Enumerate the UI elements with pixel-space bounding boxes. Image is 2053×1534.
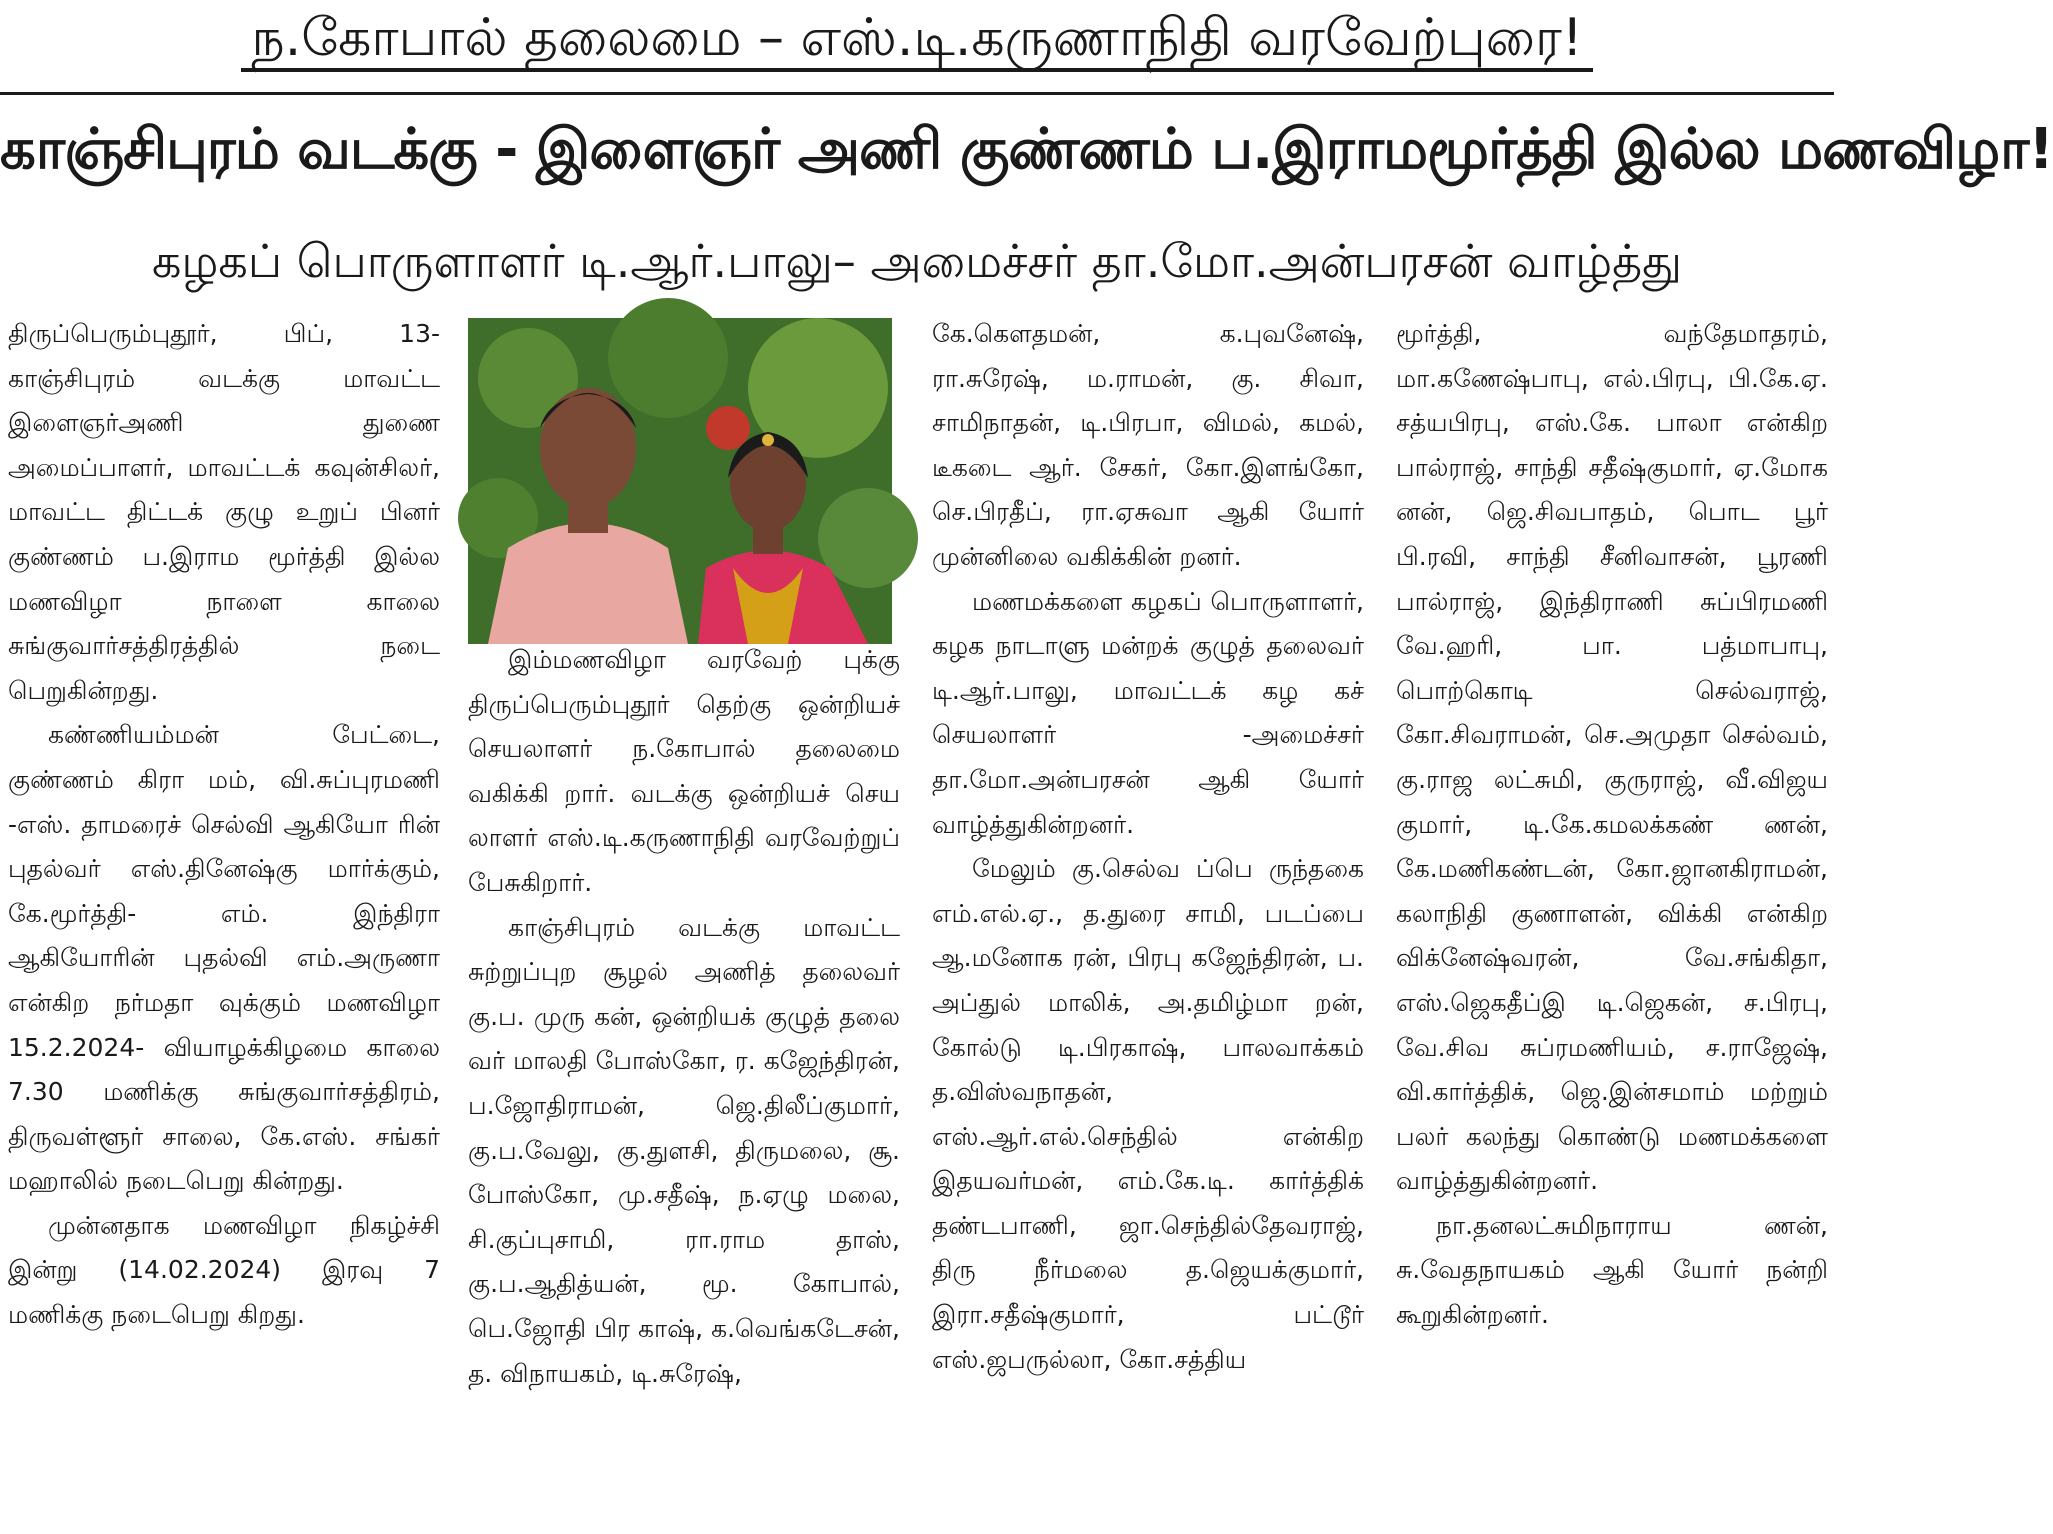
main-headline: காஞ்சிபுரம் வடக்கு - இளைஞர் அணி குண்ணம் ப.இராமமூர்த்தி இல்ல மணவிழா!	[0, 117, 2053, 182]
paragraph: நா.தனலட்சுமிநாராய ணன், சு.வேதநாயகம் ஆகி யோர் நன்றி கூறுகின்றனர்.	[1396, 1210, 1828, 1330]
couple-photo	[468, 318, 892, 644]
kicker-text: ந.கோபால் தலைமை – எஸ்.டி.கருணாநிதி வரவேற்புரை!	[241, 8, 1592, 72]
article-column-4	[1396, 312, 1828, 1534]
article-column-2	[468, 638, 900, 1534]
kicker-headline	[0, 6, 1834, 70]
paragraph: கண்ணியம்மன் பேட்டை, குண்ணம் கிரா மம், வி.சுப்புரமணி -எஸ். தாமரைச் செல்வி ஆகியோ ரின் புதல்வர் எஸ்.தினேஷ்கு மார்க்கும், கே.மூர்த்தி- எம். இந்திரா ஆகியோரின் புதல்வி எம்.அருணா என்கிற நர்மதா வுக்கும் மணவிழா 15.2.2024- வியாழக்கிழமை காலை 7.30 மணிக்கு சுங்குவார்சத்திரம், திருவள்ளூர் சாலை, கே.எஸ். சங்கர் மஹாலில் நடைபெறு கின்றது.	[8, 720, 440, 1196]
paragraph: திருப்பெரும்புதூர், பிப், 13- காஞ்சிபுரம் வடக்கு மாவட்ட இளைஞர்அணி துணை அமைப்பாளர், மாவட்டக் கவுன்சிலர், மாவட்ட திட்டக் குழு உறுப் பினர் குண்ணம் ப.இராம மூர்த்தி இல்ல மணவிழா நாளை காலை சுங்குவார்சத்திரத்தில் நடை பெறுகின்றது.	[8, 319, 440, 705]
article-column-1	[8, 312, 440, 1534]
paragraph: இம்மணவிழா வரவேற் புக்கு திருப்பெரும்புதூர் தெற்கு ஒன்றியச் செயலாளர் ந.கோபால் தலைமை வகிக்கி றார். வடக்கு ஒன்றியச் செய லாளர் எஸ்.டி.கருணாநிதி வரவேற்றுப் பேசுகிறார்.	[468, 645, 900, 897]
paragraph: கே.கௌதமன், க.புவனேஷ், ரா.சுரேஷ், ம.ராமன், கு. சிவா, சாமிநாதன், டி.பிரபா, விமல், கமல், டீகடை ஆர். சேகர், கோ.இளங்கோ, செ.பிரதீப், ரா.ஏசுவா ஆகி யோர் முன்னிலை வகிக்கின் றனர்.	[932, 319, 1364, 571]
paragraph: மேலும் கு.செல்வ ப்பெ ருந்தகை எம்.எல்.ஏ., த.துரை சாமி, படப்பை ஆ.மனோக ரன், பிரபு கஜேந்திரன், ப. அப்துல் மாலிக், அ.தமிழ்மா றன், கோல்டு டி.பிரகாஷ், பாலவாக்கம் த.விஸ்வநாதன், எஸ்.ஆர்.எல்.செந்தில் என்கிற இதயவர்மன், எம்.கே.டி. கார்த்திக் தண்டபாணி, ஜா.செந்தில்தேவராஜ், திரு நீர்மலை த.ஜெயக்குமார், இரா.சதீஷ்குமார், பட்டூர் எஸ்.ஜபருல்லா, கோ.சத்திய	[932, 854, 1364, 1374]
paragraph: காஞ்சிபுரம் வடக்கு மாவட்ட சுற்றுப்புற சூழல் அணித் தலைவர் கு.ப. முரு கன், ஒன்றியக் குழுத் தலை வர் மாலதி போஸ்கோ, ர. கஜேந்திரன், ப.ஜோதிராமன், ஜெ.திலீப்குமார், கு.ப.வேலு, கு.துளசி, திருமலை, சூ. போஸ்கோ, மு.சதீஷ், ந.ஏழு மலை, சி.குப்புசாமி, ரா.ராம தாஸ், கு.ப.ஆதித்யன், மூ. கோபால், பெ.ஜோதி பிர காஷ், க.வெங்கடேசன், த. விநாயகம், டி.சுரேஷ்,	[468, 912, 900, 1388]
paragraph: மணமக்களை கழகப் பொருளாளர், கழக நாடாளு மன்றக் குழுத் தலைவர் டி.ஆர்.பாலு, மாவட்டக் கழ கச் செயலாளர் -அமைச்சர் தா.மோ.அன்பரசன் ஆகி யோர் வாழ்த்துகின்றனர்.	[932, 586, 1364, 839]
paragraph: மூர்த்தி, வந்தேமாதரம், மா.கணேஷ்பாபு, எல்.பிரபு, பி.கே.ஏ. சத்யபிரபு, எஸ்.கே. பாலா என்கிற பால்ராஜ், சாந்தி சதீஷ்குமார், ஏ.மோக னன், ஜெ.சிவபாதம், பொட பூர் பி.ரவி, சாந்தி சீனிவாசன், பூரணி பால்ராஜ், இந்திராணி சுப்பிரமணி வே.ஹரி, பா. பத்மாபாபு, பொற்கொடி செல்வராஜ், கோ.சிவராமன், செ.அமுதா செல்வம், கு.ராஜ லட்சுமி, குருராஜ், வீ.விஜய குமார், டி.கே.கமலக்கண் ணன், கே.மணிகண்டன், கோ.ஜானகிராமன், கலாநிதி குணாளன், விக்கி என்கிற விக்னேஷ்வரன், வே.சங்கிதா, எஸ்.ஜெகதீப்இ டி.ஜெகன், ச.பிரபு, வே.சிவ சுப்ரமணியம், ச.ராஜேஷ், வி.கார்த்திக், ஜெ.இன்சமாம் மற்றும் பலர் கலந்து கொண்டு மணமக்களை வாழ்த்துகின்றனர்.	[1396, 319, 1828, 1196]
paragraph: முன்னதாக மணவிழா நிகழ்ச்சி இன்று (14.02.2024) இரவு 7 மணிக்கு நடைபெறு கிறது.	[8, 1210, 440, 1330]
sub-headline: கழகப் பொருளாளர் டி.ஆர்.பாலு– அமைச்சர் தா.மோ.அன்பரசன் வாழ்த்து	[151, 234, 1683, 288]
header-rule	[0, 92, 1834, 95]
article-column-3	[932, 312, 1364, 1534]
